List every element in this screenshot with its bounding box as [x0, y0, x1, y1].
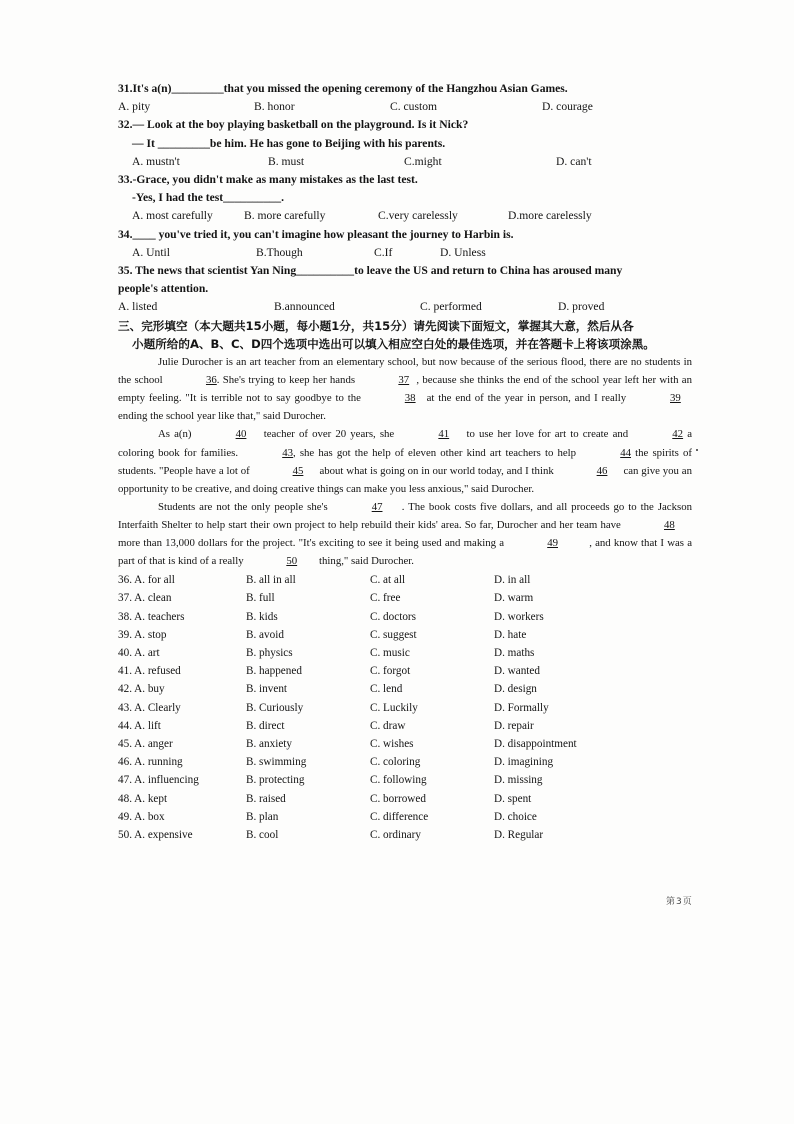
option: B. plan	[246, 810, 279, 823]
option: 43. A. Clearly	[118, 701, 181, 714]
passage-text: more than 13,000 dollars for the project. "It's exciting to see it being used and making a	[118, 536, 504, 549]
blank-37: 37	[398, 374, 410, 387]
option: B. must	[268, 154, 305, 168]
stray-mark	[696, 449, 698, 451]
option: B. kids	[246, 610, 278, 623]
blank-50: 50	[286, 555, 298, 568]
answer-row-38	[118, 608, 692, 626]
answer-row-47	[118, 771, 692, 789]
blank-41: 41	[438, 428, 450, 441]
option: D. choice	[494, 810, 537, 823]
option: D. Regular	[494, 829, 544, 842]
blank-39: 39	[670, 392, 681, 405]
option: C. forgot	[370, 665, 411, 678]
option: D. spent	[494, 792, 532, 805]
question-34-options	[118, 244, 692, 262]
option: C. ordinary	[370, 829, 421, 842]
question-31-options	[118, 98, 692, 116]
passage-text: . She's trying to keep her hands	[216, 374, 356, 387]
option: C.If	[374, 245, 393, 259]
passage-text: can give you an opportunity to be creative, and doing creative things can make you less anxious," said Durocher.	[118, 464, 692, 495]
option: B. anxiety	[246, 738, 292, 750]
cloze-answer-options	[118, 571, 692, 844]
answer-row-50	[118, 826, 692, 844]
question-34-stem: 34.____ you've tried it, you can't imagine how pleasant the journey to Harbin is.	[118, 227, 514, 241]
question-33-options	[118, 207, 692, 225]
option: D. missing	[494, 774, 543, 787]
option: 40. A. art	[118, 646, 160, 659]
option: C.very carelessly	[378, 209, 458, 223]
option: 42. A. buy	[118, 683, 165, 696]
question-35-options	[118, 298, 692, 316]
option: B. direct	[246, 719, 285, 732]
passage-text: the spirits of students. "People have a lot of	[118, 446, 693, 477]
passage-paragraph-3	[118, 498, 692, 570]
option: C. difference	[370, 810, 429, 823]
option: D.more carelessly	[508, 209, 592, 223]
option: D. imagining	[494, 756, 554, 769]
blank-47: 47	[371, 500, 383, 513]
passage-text: about what is going on in our world today, and I think	[319, 464, 554, 477]
option: D. workers	[494, 610, 544, 623]
answer-row-37	[118, 589, 692, 607]
question-33-reply: -Yes, I had the test__________.	[132, 191, 285, 205]
passage-text: , and know that I was a part of that is kind of a really	[118, 536, 692, 568]
answer-row-46	[118, 753, 692, 771]
blank-40: 40	[235, 428, 247, 441]
answer-row-49	[118, 808, 692, 826]
option: 45. A. anger	[118, 738, 173, 750]
option: C. music	[370, 646, 410, 659]
answer-row-39	[118, 626, 692, 644]
option: C. at all	[370, 574, 406, 587]
option: B. Curiously	[246, 701, 304, 714]
option: C. doctors	[370, 610, 416, 623]
question-33-stem: 33.-Grace, you didn't make as many mistakes as the last test.	[118, 173, 418, 187]
option: D. can't	[556, 154, 592, 168]
option: 47. A. influencing	[118, 774, 199, 787]
option: B. all in all	[246, 574, 296, 587]
option: 44. A. lift	[118, 719, 161, 732]
option: C. wishes	[370, 738, 414, 750]
option: D. warm	[494, 592, 534, 605]
blank-46: 46	[596, 464, 608, 477]
option: C. borrowed	[370, 792, 426, 805]
blank-45: 45	[292, 464, 304, 477]
answer-row-45	[118, 735, 692, 753]
option: C. following	[370, 774, 427, 787]
question-32-stem: 32.— Look at the boy playing basketball on the playground. Is it Nick?	[118, 118, 469, 132]
option: 50. A. expensive	[118, 829, 193, 842]
exam-content	[118, 80, 692, 844]
option: B. happened	[246, 665, 302, 678]
passage-text: , she has got the help of eleven other kind art teachers to help	[292, 446, 577, 459]
blank-42: 42	[672, 428, 684, 441]
option: B. protecting	[246, 774, 305, 787]
question-31-stem: 31.It's a(n)_________that you missed the opening ceremony of the Hangzhou Asian Games.	[118, 82, 568, 95]
passage-paragraph-1	[118, 353, 692, 425]
passage-text: at the end of the year in person, and I really	[426, 392, 627, 405]
option: B. physics	[246, 646, 293, 659]
passage-text: teacher of over 20 years, she	[263, 428, 395, 441]
option: B.announced	[274, 300, 335, 314]
passage-text: Julie Durocher is an art teacher from an elementary school, but now because of the serious flood, there are no students in the school	[118, 356, 692, 387]
option: 36. A. for all	[118, 574, 175, 587]
option: C. coloring	[370, 756, 421, 769]
option: A. pity	[118, 100, 151, 114]
answer-row-41	[118, 662, 692, 680]
answer-row-44	[118, 717, 692, 735]
option: B. invent	[246, 683, 288, 696]
answer-row-48	[118, 790, 692, 808]
blank-43: 43	[282, 446, 293, 459]
option: B. full	[246, 592, 275, 605]
option: D. design	[494, 683, 537, 696]
option: B. raised	[246, 792, 286, 805]
option: C.might	[404, 154, 442, 168]
option: C. free	[370, 592, 401, 605]
option: B. swimming	[246, 756, 307, 769]
option: D. courage	[542, 100, 593, 114]
option: C. Luckily	[370, 701, 418, 714]
passage-paragraph-2	[118, 425, 692, 497]
option: D. wanted	[494, 665, 540, 678]
option: 41. A. refused	[118, 665, 181, 678]
option: D. Formally	[494, 701, 549, 714]
option: D. proved	[558, 300, 605, 314]
option: 38. A. teachers	[118, 610, 185, 623]
passage-text: ending the school year like that," said Durocher.	[118, 410, 326, 423]
blank-36: 36	[205, 374, 217, 387]
section-3-instructions: 小题所给的A、B、C、D四个选项中选出可以填入相应空白处的最佳选项，并在答题卡上将该项涂黑。	[132, 336, 655, 351]
passage-text: . The book costs five dollars, and all proceeds go to the Jackson Interfaith Shelter to help start their own project to help rebuild their kids' area. So far, Durocher and her team have	[118, 500, 693, 531]
option: 39. A. stop	[118, 628, 167, 641]
option: B. more carefully	[244, 209, 326, 223]
option: D. maths	[494, 646, 535, 659]
passage-text: , because she thinks the end of the school year left her with an empty feeling. "It is terrible not to say goodbye to the	[118, 374, 692, 405]
section-3-heading: 三、完形填空（本大题共15小题，每小题1分，共15分）请先阅读下面短文，掌握其大意，然后从各	[118, 318, 634, 333]
option: A. most carefully	[132, 209, 213, 223]
option: D. in all	[494, 574, 531, 587]
passage-text: Students are not the only people she's	[158, 500, 328, 513]
option: C. performed	[420, 300, 482, 314]
passage-text: thing," said Durocher.	[319, 555, 414, 568]
passage-text: to use her love for art to create and	[466, 428, 629, 441]
option: C. lend	[370, 683, 403, 696]
option: D. Unless	[440, 245, 486, 259]
passage-text: As a(n)	[158, 428, 192, 441]
question-35-stem: 35. The news that scientist Yan Ning__________to leave the US and return to China has aroused many	[118, 264, 623, 278]
option: D. disappointment	[494, 738, 577, 750]
option: 46. A. running	[118, 756, 183, 769]
answer-row-42	[118, 680, 692, 698]
option: B. avoid	[246, 628, 284, 641]
answer-row-36	[118, 571, 692, 589]
question-32-reply: — It _________be him. He has gone to Beijing with his parents.	[132, 136, 446, 150]
option: A. mustn't	[132, 154, 180, 168]
option: 49. A. box	[118, 810, 165, 823]
question-35-stem-cont: people's attention.	[118, 282, 209, 296]
blank-48: 48	[664, 518, 675, 531]
option: C. draw	[370, 719, 406, 732]
option: C. custom	[390, 100, 438, 114]
option: 48. A. kept	[118, 792, 168, 805]
page-number: 第3页	[666, 897, 693, 907]
blank-44: 44	[620, 446, 632, 459]
question-32-options	[118, 153, 692, 171]
option: C. suggest	[370, 628, 417, 641]
answer-row-40	[118, 644, 692, 662]
option: 37. A. clean	[118, 592, 172, 605]
option: D. hate	[494, 628, 527, 641]
answer-row-43	[118, 699, 692, 717]
option: B. cool	[246, 829, 279, 842]
blank-38: 38	[404, 392, 416, 405]
blank-49: 49	[547, 536, 558, 549]
option: B. honor	[254, 100, 295, 114]
option: D. repair	[494, 719, 534, 732]
option: A. listed	[118, 300, 158, 314]
passage-text: a coloring book for families.	[118, 428, 692, 459]
option: A. Until	[132, 245, 171, 259]
option: B.Though	[256, 245, 303, 259]
